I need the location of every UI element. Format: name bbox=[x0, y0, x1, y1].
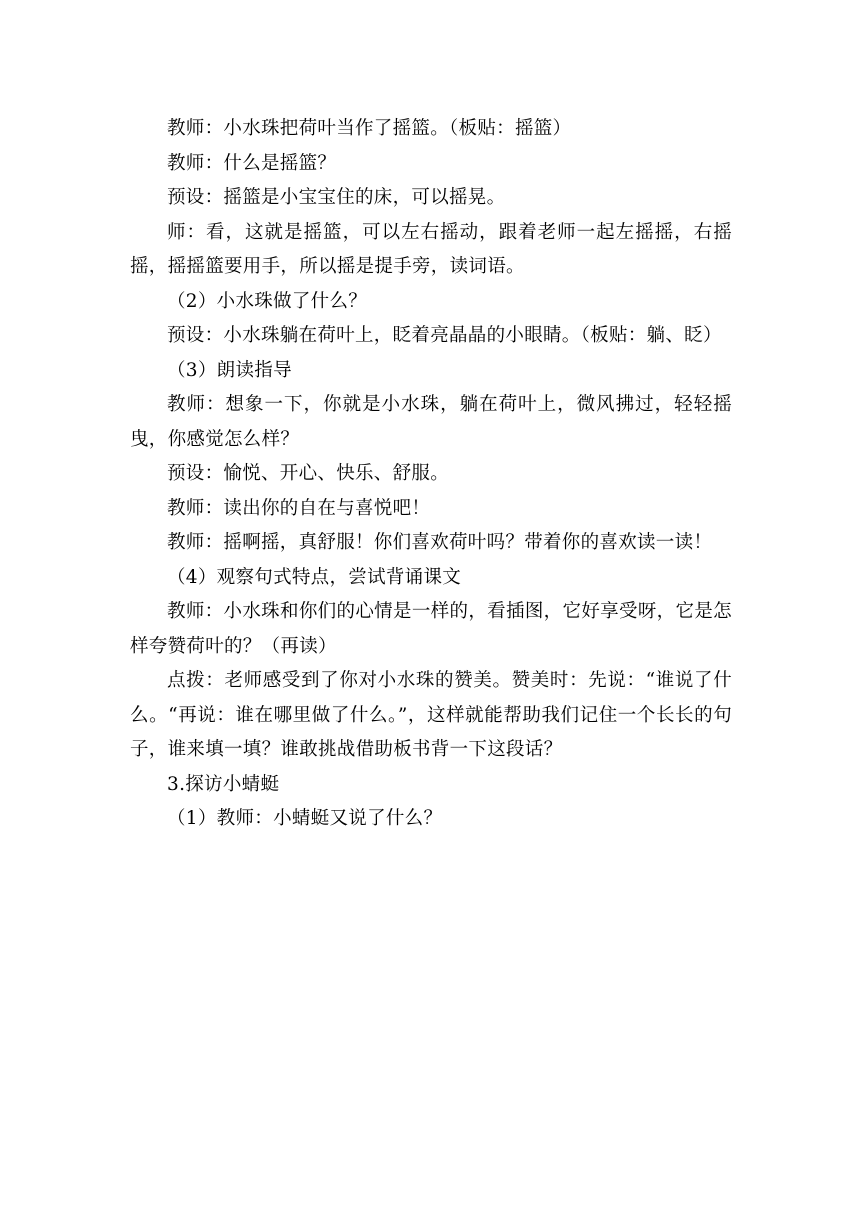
paragraph-teacher-comfortable: 教师：摇啊摇，真舒服！你们喜欢荷叶吗？带着你的喜欢读一读！ bbox=[167, 532, 713, 553]
paragraph-dragonfly-question: （1）教师：小蜻蜓又说了什么？ bbox=[167, 808, 443, 829]
paragraph-guidance: 点拨：老师感受到了你对小水珠的赞美。赞美时：先说：“谁说了什么。“再说：谁在哪里做了什么。”，这样就能帮助我们记住一个长长的句子，谁来填一填？谁敢挑战借助板书背一下这段话？ bbox=[130, 670, 732, 760]
paragraph-teacher-cradle: 教师：小水珠把荷叶当作了摇篮。（板贴：摇篮） bbox=[167, 118, 572, 139]
paragraph-what-is-cradle: 教师：什么是摇篮？ bbox=[167, 152, 337, 174]
paragraph-teacher-imagine: 教师：想象一下，你就是小水珠，躺在荷叶上，微风拂过，轻轻摇曳，你感觉怎么样？ bbox=[130, 394, 732, 450]
paragraph-teacher-read-joy: 教师：读出你的自在与喜悦吧！ bbox=[167, 497, 431, 519]
paragraph-heading-3: （3）朗读指导 bbox=[167, 359, 292, 381]
paragraph-heading-2: （2）小水珠做了什么？ bbox=[167, 290, 368, 312]
paragraph-heading-4: （4）观察句式特点，尝试背诵课文 bbox=[167, 566, 462, 588]
paragraph-preset-water-drop: 预设：小水珠躺在荷叶上，眨着亮晶晶的小眼睛。（板贴：躺、眨） bbox=[167, 325, 722, 346]
paragraph-teacher-illustration: 教师：小水珠和你们的心情是一样的，看插图，它好享受呀，它是怎样夸赞荷叶的？（再读） bbox=[130, 601, 732, 657]
paragraph-teacher-rocking: 师：看，这就是摇篮，可以左右摇动，跟着老师一起左摇摇，右摇摇，摇摇篮要用手，所以摇是提手旁，读词语。 bbox=[130, 221, 732, 277]
document-body bbox=[130, 112, 732, 837]
paragraph-preset-feelings: 预设：愉悦、开心、快乐、舒服。 bbox=[167, 463, 450, 484]
paragraph-section-3: 3.探访小蜻蜓 bbox=[167, 773, 280, 795]
paragraph-preset-cradle: 预设：摇篮是小宝宝住的床，可以摇晃。 bbox=[167, 187, 506, 208]
